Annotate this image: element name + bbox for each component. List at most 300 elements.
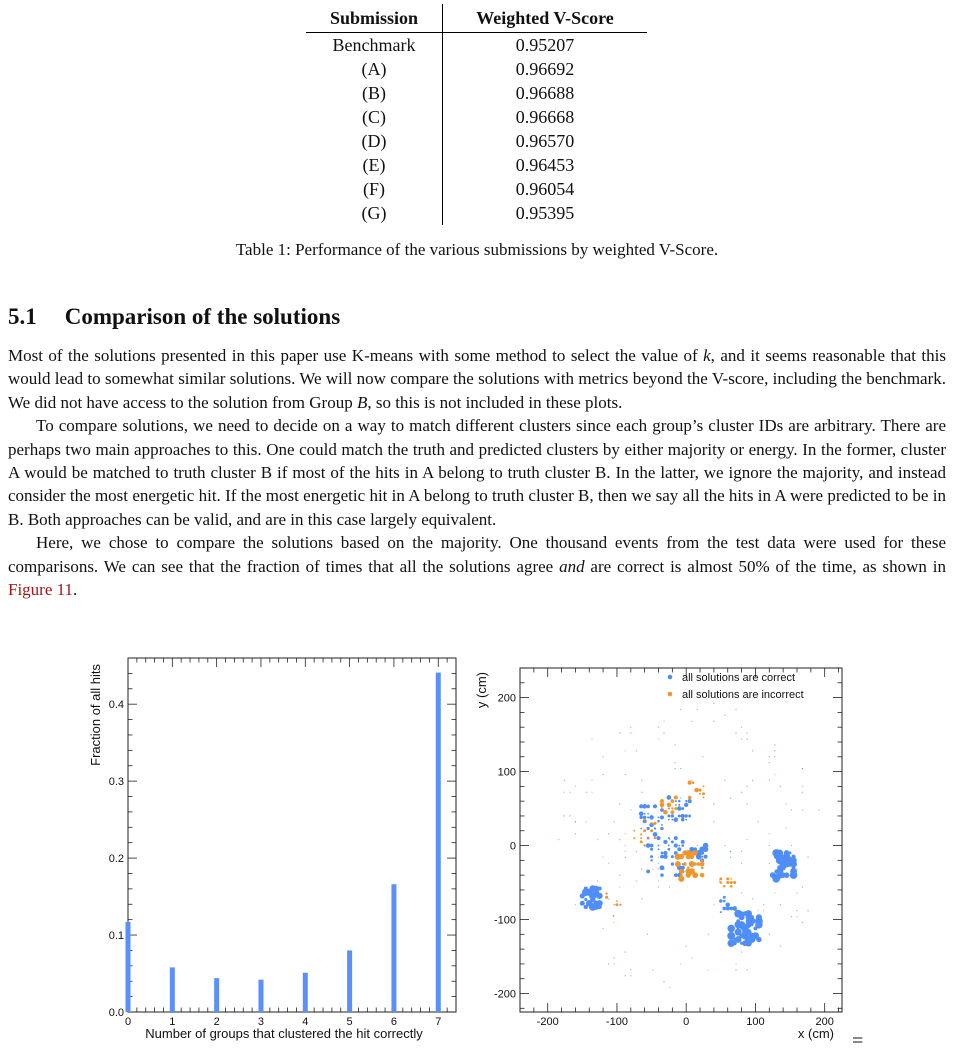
bar — [170, 967, 175, 1012]
column-header-submission: Submission — [306, 4, 443, 33]
hit-point — [763, 904, 764, 905]
hit-point — [602, 756, 603, 757]
correct-hit-point — [677, 806, 682, 811]
incorrect-hit-point — [688, 796, 692, 800]
correct-hit-point — [723, 900, 726, 903]
correct-hit-point — [735, 929, 742, 936]
hit-point — [619, 874, 620, 875]
hit-point — [619, 732, 620, 733]
correct-hit-point — [661, 867, 663, 869]
x-tick-label: 0 — [124, 1016, 132, 1028]
hit-point — [625, 851, 626, 852]
correct-hit-point — [639, 811, 644, 816]
correct-hit-point — [681, 807, 684, 810]
submission-cell: (A) — [306, 57, 443, 81]
correct-hit-point — [661, 852, 664, 855]
incorrect-hit-point — [692, 781, 695, 784]
incorrect-hit-point — [675, 861, 681, 867]
hit-point — [564, 792, 565, 793]
x-tick-label: 100 — [746, 1016, 765, 1028]
incorrect-hit-point — [643, 829, 646, 832]
table-row — [306, 201, 647, 225]
correct-hit-point — [727, 932, 735, 940]
correct-hit-point — [650, 855, 653, 858]
hit-point — [802, 922, 803, 923]
correct-hit-point — [581, 894, 584, 897]
hit-point — [630, 969, 631, 970]
score-cell: 0.96054 — [515, 179, 575, 199]
correct-hit-point — [661, 824, 663, 826]
figure-reference-link[interactable]: Figure 11 — [8, 580, 74, 600]
x-tick-label: 200 — [815, 1016, 834, 1028]
y-tick-label: 0.1 — [108, 930, 124, 943]
correct-hit-point — [737, 938, 740, 941]
x-tick-label: 4 — [302, 1016, 309, 1028]
hit-point — [741, 726, 742, 727]
bar-chart-figure — [76, 650, 466, 1055]
incorrect-hit-point — [640, 837, 642, 839]
hit-point — [741, 951, 742, 952]
correct-hit-point — [739, 914, 745, 920]
incorrect-hit-point — [650, 822, 652, 824]
hit-point — [769, 833, 770, 834]
correct-hit-point — [639, 816, 642, 819]
correct-hit-point — [668, 837, 670, 839]
hit-point — [663, 732, 664, 733]
hit-point — [719, 880, 720, 881]
hit-point — [791, 809, 792, 810]
x-tick-label: 0 — [683, 1016, 690, 1028]
incorrect-hit-point — [671, 807, 673, 809]
correct-hit-point — [668, 819, 670, 821]
hit-point — [774, 750, 775, 751]
correct-hit-point — [643, 816, 647, 820]
hit-point — [746, 839, 747, 840]
correct-hit-point — [681, 814, 685, 818]
legend-label: all solutions are correct — [682, 672, 796, 684]
hit-point — [625, 845, 626, 846]
x-tick-label: 1 — [169, 1016, 176, 1028]
correct-hit-point — [678, 800, 681, 803]
hit-point — [691, 780, 692, 781]
incorrect-hit-point — [699, 789, 702, 792]
y-tick-label: 0.2 — [108, 853, 124, 866]
submission-cell: (B) — [306, 81, 443, 105]
correct-hit-point — [647, 816, 649, 818]
incorrect-hit-point — [700, 862, 705, 867]
incorrect-hit-point — [688, 781, 692, 785]
submission-cell: (G) — [306, 201, 443, 225]
correct-hit-point — [745, 910, 752, 917]
legend-label: all solutions are incorrect — [682, 689, 804, 701]
table-row — [306, 105, 647, 129]
incorrect-hit-point — [678, 876, 684, 882]
incorrect-hit-point — [668, 808, 670, 810]
paragraph-text: , so this is not included in these plots. — [367, 392, 623, 412]
incorrect-hit-point — [654, 837, 656, 839]
correct-hit-point — [598, 886, 602, 890]
incorrect-hit-point — [650, 829, 653, 832]
correct-hit-point — [751, 923, 754, 926]
hit-point — [591, 792, 592, 793]
hit-point — [780, 786, 781, 787]
correct-hit-point — [674, 873, 678, 877]
hit-point — [658, 726, 659, 727]
hit-point — [785, 803, 786, 804]
score-cell: 0.96688 — [515, 83, 575, 103]
correct-hit-point — [674, 836, 678, 840]
score-cell: 0.95395 — [515, 203, 575, 223]
hit-point — [641, 898, 642, 899]
hit-point — [658, 886, 659, 887]
hit-point — [591, 780, 592, 781]
correct-hit-point — [647, 805, 649, 807]
hit-point — [680, 768, 681, 769]
correct-hit-point — [649, 815, 654, 820]
correct-hit-point — [681, 840, 685, 844]
hit-point — [680, 709, 681, 710]
hit-point — [713, 721, 714, 722]
hit-point — [613, 904, 614, 905]
hit-point — [636, 750, 637, 751]
y-tick-label: 0 — [509, 840, 516, 853]
incorrect-hit-point — [674, 795, 678, 799]
hit-point — [735, 969, 736, 970]
hit-point — [802, 809, 803, 810]
incorrect-hit-point — [644, 845, 646, 847]
hit-point — [796, 892, 797, 893]
hit-point — [769, 780, 770, 781]
correct-hit-point — [646, 870, 650, 874]
correct-hit-point — [784, 873, 789, 878]
hit-point — [708, 969, 709, 970]
correct-hit-point — [597, 900, 603, 906]
hit-point — [818, 809, 819, 810]
bar — [436, 673, 441, 1012]
y-tick-label: 0.3 — [108, 776, 124, 789]
hit-point — [569, 815, 570, 816]
hit-point — [774, 744, 775, 745]
hit-point — [625, 857, 626, 858]
correct-hit-point — [671, 819, 673, 821]
incorrect-hit-point — [661, 808, 663, 810]
correct-hit-point — [790, 868, 797, 875]
incorrect-hit-point — [640, 840, 643, 843]
correct-hit-point — [647, 813, 649, 815]
hit-point — [735, 709, 736, 710]
hit-point — [807, 910, 808, 911]
hit-point — [602, 857, 603, 858]
hit-point — [619, 886, 620, 887]
hit-point — [663, 981, 664, 982]
hit-point — [769, 863, 770, 864]
correct-hit-point — [656, 836, 660, 840]
hit-point — [658, 880, 659, 881]
hit-point — [769, 762, 770, 763]
italic-text: k — [703, 346, 711, 365]
correct-hit-point — [704, 855, 708, 859]
x-tick-label: 5 — [346, 1016, 353, 1028]
column-header-score: Weighted V-Score — [443, 4, 648, 33]
table-row — [306, 129, 647, 153]
x-tick-label: 3 — [257, 1016, 265, 1028]
y-tick-label: 0.4 — [108, 699, 124, 712]
hit-point — [802, 792, 803, 793]
hit-point — [647, 934, 648, 935]
bar — [126, 922, 131, 1012]
x-tick-label: 7 — [435, 1016, 442, 1028]
hit-point — [613, 957, 614, 958]
y-axis-label: Fraction of all hits — [88, 664, 103, 766]
correct-hit-point — [581, 902, 584, 905]
incorrect-hit-point — [605, 896, 608, 899]
incorrect-hit-point — [680, 874, 683, 877]
correct-hit-point — [674, 843, 678, 847]
hit-point — [791, 916, 792, 917]
hit-point — [625, 951, 626, 952]
hit-point — [674, 762, 675, 763]
correct-hit-point — [685, 814, 688, 817]
submission-cell: (C) — [306, 105, 443, 129]
incorrect-hit-point — [633, 830, 635, 832]
hit-point — [802, 786, 803, 787]
hit-point — [713, 821, 714, 822]
hit-point — [619, 839, 620, 840]
paragraph-text: To compare solutions, we need to decide on a way to match different clusters since each group’s cluster IDs are arbitrary. There are perhaps two main approaches to this. One could match the truth and predicted clusters by either majority or energy. In the former, cluster A would be matched to truth cluster B if most of the hits in A belong to truth cluster B. In the latter, we ignore the majority, and instead consider the most energetic hit. If the most energetic hit in A belong to truth cluster B, then we say all the hits in A were predicted to be in B. Both approaches can be valid, and are in this case largely equivalent. — [8, 416, 946, 529]
bar — [391, 884, 396, 1012]
hit-point — [713, 803, 714, 804]
paragraph — [8, 531, 946, 601]
incorrect-hit-point — [730, 878, 732, 880]
score-cell: 0.96453 — [515, 155, 575, 175]
y-tick-label: 200 — [497, 692, 516, 705]
hit-point — [691, 721, 692, 722]
hit-point — [724, 715, 725, 716]
incorrect-hit-point — [661, 800, 663, 802]
hit-point — [680, 963, 681, 964]
incorrect-hit-point — [679, 869, 684, 874]
hit-point — [702, 756, 703, 757]
incorrect-hit-point — [701, 866, 704, 869]
hit-point — [807, 857, 808, 858]
section-title: Comparison of the solutions — [64, 304, 341, 329]
correct-hit-point — [741, 925, 749, 933]
hit-point — [608, 898, 609, 899]
x-axis-label: Number of groups that clustered the hit correctly — [145, 1026, 423, 1041]
correct-hit-point — [675, 819, 677, 821]
bar — [258, 980, 263, 1012]
scatter-plot — [470, 650, 850, 1050]
hit-point — [597, 880, 598, 881]
score-cell: 0.96570 — [515, 131, 575, 151]
hit-point — [652, 869, 653, 870]
hit-point — [791, 845, 792, 846]
hit-point — [602, 774, 603, 775]
correct-hit-point — [650, 844, 654, 848]
paragraph — [8, 414, 946, 531]
correct-hit-point — [668, 848, 671, 851]
plot-frame — [520, 668, 842, 1012]
correct-hit-point — [735, 922, 740, 927]
hit-point — [564, 815, 565, 816]
plot-frame — [128, 658, 456, 1012]
hit-point — [586, 821, 587, 822]
x-tick-label: 2 — [213, 1016, 220, 1028]
hit-point — [630, 975, 631, 976]
submission-cell: (E) — [306, 153, 443, 177]
correct-hit-point — [644, 813, 646, 815]
table-row — [306, 57, 647, 81]
y-tick-label: 100 — [497, 766, 516, 779]
correct-hit-point — [727, 939, 734, 946]
hit-point — [746, 732, 747, 733]
correct-hit-point — [678, 814, 681, 817]
correct-hit-point — [663, 840, 667, 844]
hit-point — [575, 904, 576, 905]
hit-point — [697, 709, 698, 710]
correct-hit-point — [681, 818, 685, 822]
incorrect-hit-point — [633, 837, 635, 839]
correct-hit-point — [722, 907, 726, 911]
paragraph-text: Here, we chose to compare the solutions based on the majority. One thousand events from the test data were used for these comparisons. We can see that the fraction of times that all the solutions agree — [8, 533, 946, 576]
hit-point — [685, 945, 686, 946]
hit-point — [674, 744, 675, 745]
score-cell: 0.96668 — [515, 107, 575, 127]
hit-point — [724, 780, 725, 781]
x-tick-label: -100 — [605, 1016, 628, 1028]
paragraph-text: are correct is almost 50% of the time, as shown in — [584, 556, 946, 576]
hit-point — [774, 756, 775, 757]
incorrect-hit-point — [694, 788, 699, 793]
incorrect-hit-point — [606, 893, 608, 895]
y-tick-label: -100 — [493, 914, 516, 927]
correct-hit-point — [779, 860, 787, 868]
hit-point — [785, 827, 786, 828]
correct-hit-point — [671, 814, 674, 817]
correct-hit-point — [584, 898, 587, 901]
table-row — [306, 81, 647, 105]
incorrect-hit-point — [726, 877, 729, 880]
correct-hit-point — [756, 937, 761, 942]
hit-point — [575, 821, 576, 822]
score-cell: 0.95207 — [515, 35, 575, 55]
hit-point — [619, 803, 620, 804]
hit-point — [613, 922, 614, 923]
hit-point — [658, 869, 659, 870]
hit-point — [802, 886, 803, 887]
hit-point — [735, 732, 736, 733]
hit-point — [575, 833, 576, 834]
hit-point — [591, 738, 592, 739]
hit-point — [625, 750, 626, 751]
incorrect-hit-point — [699, 793, 701, 795]
hit-point — [608, 963, 609, 964]
hit-point — [564, 780, 565, 781]
table-header-row — [306, 4, 647, 33]
hit-point — [752, 898, 753, 899]
hit-point — [746, 786, 747, 787]
x-axis-label: x (cm) — [797, 1026, 834, 1041]
incorrect-hit-point — [689, 868, 695, 874]
incorrect-hit-point — [663, 810, 668, 815]
bar — [303, 973, 308, 1012]
correct-hit-point — [653, 832, 658, 837]
correct-hit-point — [585, 891, 588, 894]
incorrect-hit-point — [619, 904, 621, 906]
correct-hit-point — [660, 873, 664, 877]
correct-hit-point — [719, 900, 722, 903]
correct-hit-point — [792, 863, 795, 866]
hit-point — [752, 780, 753, 781]
correct-hit-point — [770, 872, 776, 878]
hit-point — [741, 851, 742, 852]
correct-hit-point — [678, 804, 680, 806]
bar-chart — [76, 650, 466, 1050]
hit-point — [602, 928, 603, 929]
hit-point — [741, 892, 742, 893]
table-row — [306, 153, 647, 177]
section-number: 5.1 — [8, 304, 37, 329]
y-tick-label: -200 — [493, 988, 516, 1001]
hit-point — [752, 750, 753, 751]
hit-point — [758, 910, 759, 911]
hit-point — [796, 869, 797, 870]
legend — [668, 672, 804, 701]
correct-hit-point — [681, 844, 684, 847]
correct-hit-point — [678, 845, 680, 847]
hit-point — [774, 892, 775, 893]
legend-marker — [668, 675, 673, 680]
correct-hit-point — [658, 848, 660, 850]
correct-hit-point — [701, 856, 703, 858]
paragraph-text: . — [73, 580, 78, 600]
correct-hit-point — [667, 814, 670, 817]
hit-point — [713, 904, 714, 905]
hit-point — [724, 845, 725, 846]
x-tick-label: -200 — [536, 1016, 559, 1028]
hit-point — [658, 857, 659, 858]
correct-hit-point — [667, 795, 671, 799]
italic-text: B — [356, 392, 368, 412]
score-cell: 0.96692 — [515, 59, 575, 79]
incorrect-hit-point — [733, 881, 736, 884]
incorrect-hit-point — [670, 810, 674, 814]
incorrect-hit-point — [653, 822, 656, 825]
hit-point — [608, 833, 609, 834]
correct-hit-point — [597, 893, 603, 899]
hit-point — [674, 768, 675, 769]
hit-point — [796, 910, 797, 911]
correct-hit-point — [742, 940, 748, 946]
correct-hit-point — [640, 828, 642, 830]
incorrect-hit-point — [674, 807, 677, 810]
table-caption: Table 1: Performance of the various submissions by weighted V-Score. — [235, 240, 719, 259]
incorrect-hit-point — [675, 804, 677, 806]
bar — [214, 978, 219, 1012]
correct-hit-point — [723, 896, 726, 899]
incorrect-hit-point — [719, 877, 722, 880]
hit-point — [691, 957, 692, 958]
correct-hit-point — [725, 902, 730, 907]
hit-point — [636, 851, 637, 852]
hit-point — [630, 726, 631, 727]
hit-point — [758, 821, 759, 822]
y-axis-label: y (cm) — [474, 672, 489, 709]
hit-point — [746, 803, 747, 804]
correct-hit-point — [757, 915, 761, 919]
correct-hit-point — [726, 906, 730, 910]
hit-point — [730, 857, 731, 858]
